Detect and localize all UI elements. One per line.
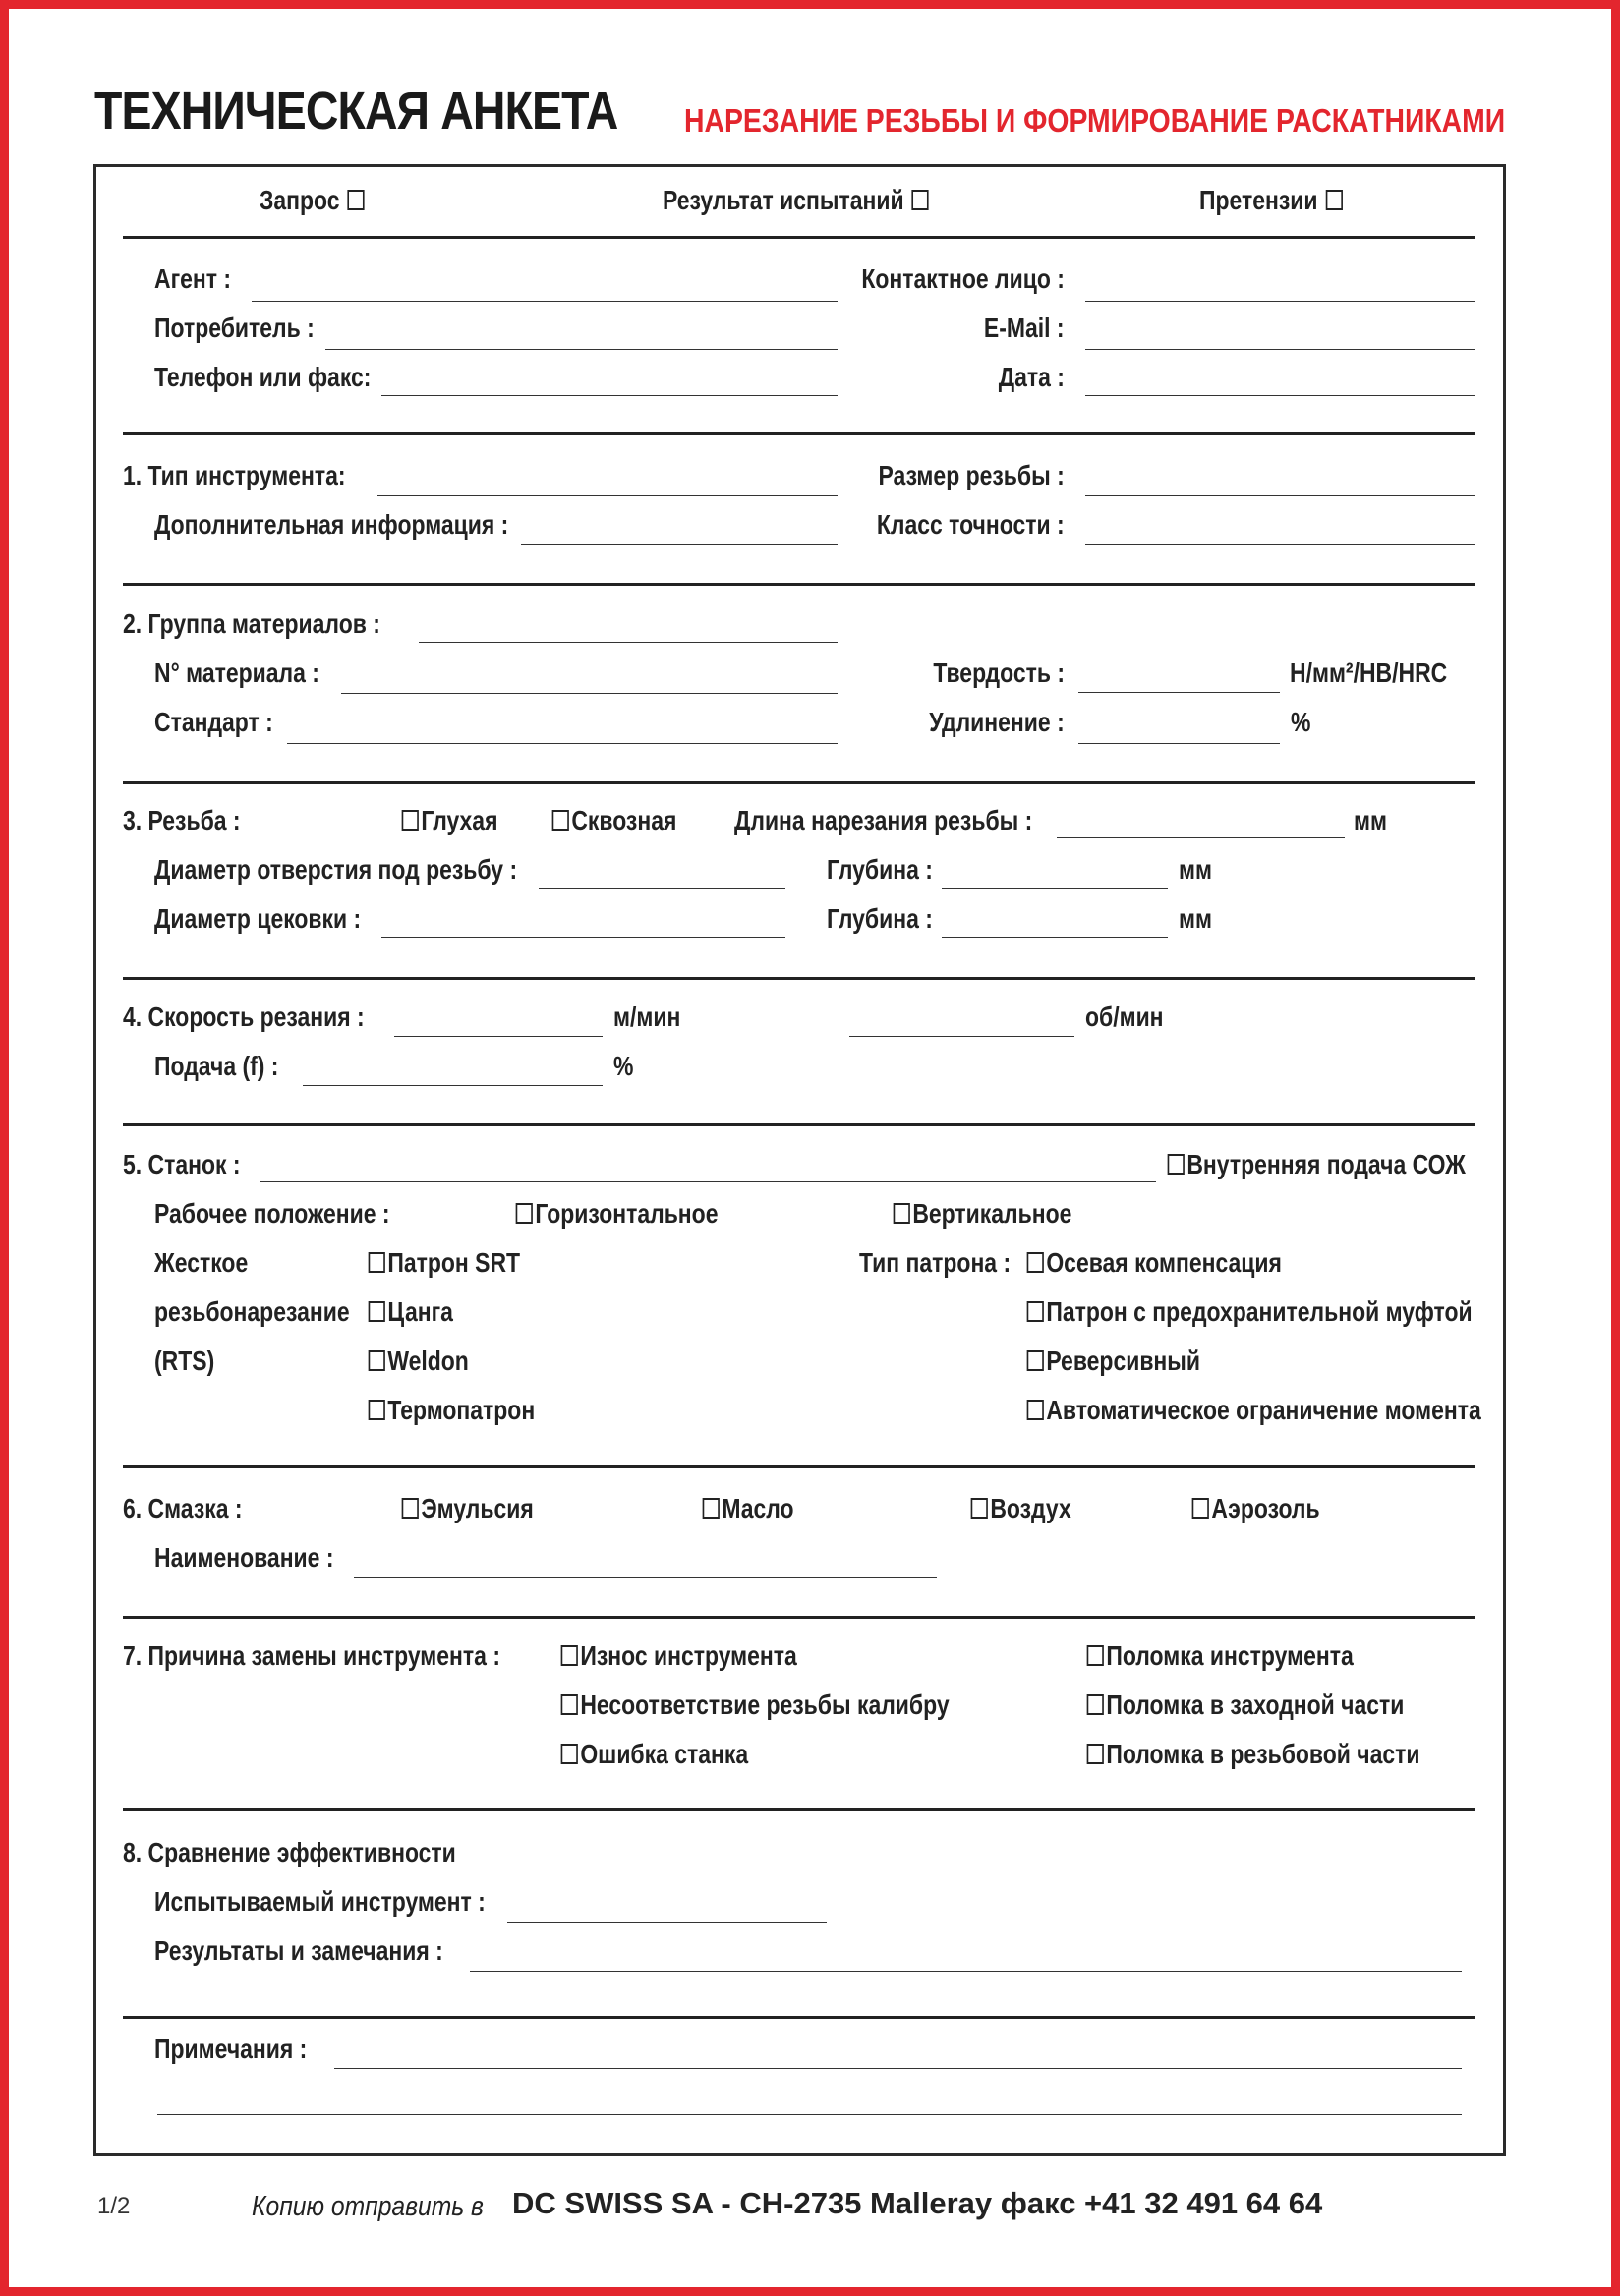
claims-option[interactable] — [1199, 185, 1345, 216]
safety-clutch-checkbox[interactable] — [1027, 1301, 1044, 1322]
form-title: ТЕХНИЧЕСКАЯ АНКЕТА — [94, 82, 618, 141]
oil-option[interactable] — [701, 1493, 794, 1524]
rigid-tapping-label-1: Жесткое — [154, 1247, 249, 1278]
collet-checkbox[interactable] — [369, 1301, 385, 1322]
feed-field[interactable] — [303, 1085, 603, 1086]
hardness-label: Твердость : — [933, 658, 1065, 688]
tested-tool-field[interactable] — [507, 1922, 827, 1923]
wear-option[interactable] — [559, 1640, 797, 1672]
tool-type-label: 1. Тип инструмента: — [123, 460, 346, 490]
thermo-chuck-checkbox[interactable] — [369, 1400, 385, 1420]
counterbore-depth-field[interactable] — [942, 937, 1168, 938]
rigid-tapping-label-3: (RTS) — [154, 1346, 215, 1376]
elongation-field[interactable] — [1078, 743, 1280, 744]
cutting-speed-unit: м/мин — [613, 1002, 681, 1032]
srt-chuck-label: Патрон SRT — [387, 1247, 521, 1278]
thread-breakage-checkbox[interactable] — [1087, 1744, 1104, 1764]
form-subtitle: НАРЕЗАНИЕ РЕЗЬБЫ И ФОРМИРОВАНИЕ РАСКАТНИКАМИ — [683, 102, 1505, 139]
reversible-checkbox[interactable] — [1027, 1350, 1044, 1371]
collet-option[interactable] — [367, 1296, 453, 1328]
gauge-mismatch-label: Несоответствие резьбы калибру — [580, 1690, 950, 1720]
depth-unit: мм — [1179, 854, 1212, 885]
tested-tool-label: Испытываемый инструмент : — [154, 1886, 486, 1917]
divider — [123, 1616, 1475, 1619]
agent-label: Агент : — [154, 263, 232, 294]
safety-clutch-option[interactable] — [1025, 1296, 1473, 1328]
entry-breakage-checkbox[interactable] — [1087, 1694, 1104, 1715]
blind-option[interactable] — [400, 805, 497, 836]
consumer-field[interactable] — [325, 349, 838, 350]
cutting-speed-field[interactable] — [394, 1036, 603, 1037]
contact-person-label: Контактное лицо : — [861, 263, 1065, 294]
hardness-unit: H/мм²/HB/HRC — [1290, 658, 1448, 688]
divider — [123, 977, 1475, 980]
notes-label: Примечания : — [154, 2034, 308, 2064]
machine-field[interactable] — [260, 1181, 1156, 1182]
thread-label: 3. Резьба : — [123, 805, 241, 835]
tool-breakage-option[interactable] — [1085, 1640, 1354, 1672]
email-label: E-Mail : — [984, 313, 1065, 343]
lubricant-name-label: Наименование : — [154, 1542, 334, 1573]
emulsion-checkbox[interactable] — [402, 1498, 419, 1519]
horizontal-checkbox[interactable] — [516, 1203, 533, 1224]
claims-label: Претензии — [1199, 185, 1318, 215]
weldon-option[interactable] — [367, 1346, 469, 1377]
hardness-field[interactable] — [1078, 692, 1280, 693]
replacement-reason-label: 7. Причина замены инструмента : — [123, 1640, 500, 1671]
gauge-mismatch-option[interactable] — [559, 1690, 950, 1721]
test-result-label: Результат испытаний — [663, 185, 904, 215]
accuracy-class-field[interactable] — [1085, 544, 1475, 545]
divider — [123, 781, 1475, 784]
working-position-label: Рабочее положение : — [154, 1198, 390, 1229]
air-checkbox[interactable] — [971, 1498, 988, 1519]
depth-field[interactable] — [942, 888, 1168, 889]
torque-limit-checkbox[interactable] — [1027, 1400, 1044, 1420]
date-label: Дата : — [998, 362, 1065, 392]
torque-limit-label: Автоматическое ограничение момента — [1046, 1395, 1481, 1425]
thermo-chuck-option[interactable] — [367, 1395, 535, 1426]
aerosol-option[interactable] — [1190, 1493, 1320, 1524]
reversible-option[interactable] — [1025, 1346, 1200, 1377]
entry-breakage-label: Поломка в заходной части — [1106, 1690, 1405, 1720]
company-address: DC SWISS SA - CH-2735 Malleray факс +41 32 491 64 64 — [512, 2186, 1323, 2220]
extra-info-field[interactable] — [521, 544, 838, 545]
vertical-option[interactable] — [892, 1198, 1071, 1230]
lubricant-name-field[interactable] — [354, 1577, 937, 1578]
internal-coolant-label: Внутренняя подача СОЖ — [1186, 1149, 1466, 1179]
counterbore-field[interactable] — [381, 937, 785, 938]
srt-chuck-checkbox[interactable] — [369, 1252, 385, 1273]
aerosol-label: Аэрозоль — [1211, 1493, 1320, 1523]
axial-comp-option[interactable] — [1025, 1247, 1282, 1279]
thread-size-field[interactable] — [1085, 495, 1475, 496]
collet-label: Цанга — [387, 1296, 453, 1327]
agent-field[interactable] — [252, 301, 838, 302]
blind-label: Глухая — [421, 805, 498, 835]
wear-label: Износ инструмента — [580, 1640, 797, 1671]
feed-label: Подача (f) : — [154, 1051, 279, 1081]
depth-label: Глубина : — [827, 854, 933, 885]
axial-comp-checkbox[interactable] — [1027, 1252, 1044, 1273]
machine-error-checkbox[interactable] — [561, 1744, 578, 1764]
test-result-checkbox[interactable] — [912, 190, 929, 210]
results-field[interactable] — [470, 1971, 1462, 1972]
air-label: Воздух — [990, 1493, 1071, 1523]
standard-label: Стандарт : — [154, 707, 273, 737]
thread-length-label: Длина нарезания резьбы : — [734, 805, 1033, 835]
date-field[interactable] — [1085, 395, 1475, 396]
divider — [123, 236, 1475, 239]
internal-coolant-checkbox[interactable] — [1168, 1154, 1185, 1175]
divider — [123, 1123, 1475, 1126]
cutting-speed-label: 4. Скорость резания : — [123, 1002, 365, 1032]
machine-error-option[interactable] — [559, 1739, 748, 1770]
phone-label: Телефон или факс: — [154, 362, 372, 392]
safety-clutch-label: Патрон с предохранительной муфтой — [1046, 1296, 1473, 1327]
oil-checkbox[interactable] — [703, 1498, 720, 1519]
comparison-label: 8. Сравнение эффективности — [123, 1837, 456, 1867]
thread-breakage-option[interactable] — [1085, 1739, 1419, 1770]
feed-unit: % — [613, 1051, 634, 1081]
divider — [123, 1808, 1475, 1811]
gauge-mismatch-checkbox[interactable] — [561, 1694, 578, 1715]
material-group-field[interactable] — [419, 642, 838, 643]
notes-field-2[interactable] — [157, 2114, 1462, 2115]
material-group-label: 2. Группа материалов : — [123, 608, 380, 639]
air-option[interactable] — [969, 1493, 1071, 1524]
weldon-checkbox[interactable] — [369, 1350, 385, 1371]
through-label: Сквозная — [571, 805, 677, 835]
divider — [123, 583, 1475, 586]
reversible-label: Реверсивный — [1046, 1346, 1201, 1376]
thread-size-label: Размер резьбы : — [878, 460, 1065, 490]
through-option[interactable] — [550, 805, 676, 836]
phone-field[interactable] — [381, 395, 838, 396]
counterbore-depth-label: Глубина : — [827, 903, 933, 934]
counterbore-depth-unit: мм — [1179, 903, 1212, 934]
emulsion-label: Эмульсия — [421, 1493, 534, 1523]
machine-error-label: Ошибка станка — [580, 1739, 749, 1769]
srt-chuck-option[interactable] — [367, 1247, 520, 1279]
test-result-option[interactable] — [663, 185, 931, 216]
thread-length-unit: мм — [1354, 805, 1387, 835]
lubrication-label: 6. Смазка : — [123, 1493, 243, 1523]
rpm-unit: об/мин — [1085, 1002, 1164, 1032]
extra-info-label: Дополнительная информация : — [154, 509, 509, 540]
torque-limit-option[interactable] — [1025, 1395, 1481, 1426]
divider — [123, 432, 1475, 435]
blind-checkbox[interactable] — [402, 810, 419, 831]
horizontal-option[interactable] — [514, 1198, 718, 1230]
elongation-label: Удлинение : — [929, 707, 1065, 737]
emulsion-option[interactable] — [400, 1493, 534, 1524]
material-no-field[interactable] — [341, 693, 838, 694]
page-number: 1/2 — [97, 2193, 131, 2219]
machine-label: 5. Станок : — [123, 1149, 241, 1179]
chuck-type-label: Тип патрона : — [859, 1247, 1012, 1278]
claims-checkbox[interactable] — [1326, 190, 1343, 210]
rpm-field[interactable] — [849, 1036, 1074, 1037]
accuracy-class-label: Класс точности : — [877, 509, 1065, 540]
notes-field-1[interactable] — [334, 2068, 1462, 2069]
through-checkbox[interactable] — [552, 810, 569, 831]
thermo-chuck-label: Термопатрон — [387, 1395, 536, 1425]
contact-person-field[interactable] — [1085, 301, 1475, 302]
internal-coolant-option[interactable] — [1166, 1149, 1466, 1180]
consumer-label: Потребитель : — [154, 313, 315, 343]
aerosol-checkbox[interactable] — [1192, 1498, 1209, 1519]
request-checkbox[interactable] — [348, 190, 365, 210]
divider — [123, 1465, 1475, 1468]
divider — [123, 2016, 1475, 2019]
wear-checkbox[interactable] — [561, 1645, 578, 1666]
results-label: Результаты и замечания : — [154, 1935, 443, 1966]
vertical-checkbox[interactable] — [894, 1203, 910, 1224]
send-copy-text: Копию отправить в — [252, 2191, 484, 2222]
rigid-tapping-label-2: резьбонарезание — [154, 1296, 350, 1327]
entry-breakage-option[interactable] — [1085, 1690, 1404, 1721]
vertical-label: Вертикальное — [912, 1198, 1072, 1229]
horizontal-label: Горизонтальное — [535, 1198, 719, 1229]
standard-field[interactable] — [287, 743, 838, 744]
counterbore-label: Диаметр цековки : — [154, 903, 362, 934]
request-label: Запрос — [260, 185, 340, 215]
material-no-label: N° материала : — [154, 658, 319, 688]
weldon-label: Weldon — [387, 1346, 469, 1376]
hole-diameter-label: Диаметр отверстия под резьбу : — [154, 854, 518, 885]
axial-comp-label: Осевая компенсация — [1046, 1247, 1282, 1278]
tool-breakage-label: Поломка инструмента — [1106, 1640, 1354, 1671]
email-field[interactable] — [1085, 349, 1475, 350]
thread-length-field[interactable] — [1057, 837, 1345, 838]
request-option[interactable] — [260, 185, 367, 216]
elongation-unit: % — [1291, 707, 1311, 737]
thread-breakage-label: Поломка в резьбовой части — [1106, 1739, 1420, 1769]
tool-type-field[interactable] — [377, 495, 838, 496]
tool-breakage-checkbox[interactable] — [1087, 1645, 1104, 1666]
hole-diameter-field[interactable] — [539, 888, 785, 889]
oil-label: Масло — [722, 1493, 794, 1523]
